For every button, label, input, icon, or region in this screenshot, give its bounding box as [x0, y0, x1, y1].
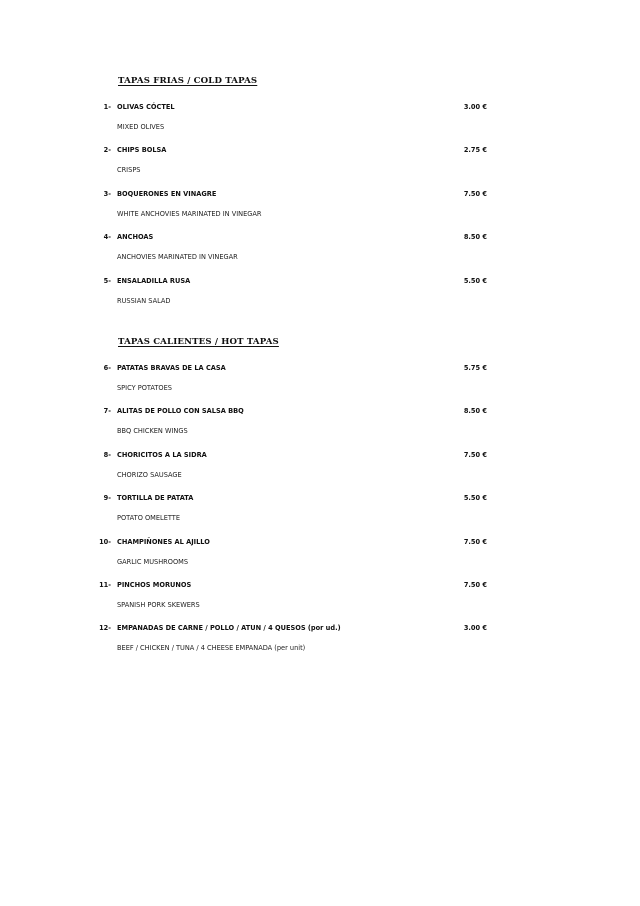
- item-price: 7.50 €: [463, 450, 487, 459]
- item-price: 5.50 €: [463, 494, 487, 503]
- item-price: 7.50 €: [463, 537, 487, 546]
- menu-item: [0, 277, 640, 320]
- item-number: 7-: [103, 407, 111, 416]
- menu-item: [0, 233, 640, 276]
- item-number: 12-: [99, 624, 111, 633]
- menu-item: [0, 624, 640, 667]
- item-description: RUSSIAN SALAD: [117, 296, 171, 305]
- item-description: CRISPS: [117, 166, 141, 175]
- item-name: BOQUERONES EN VINAGRE: [117, 189, 217, 198]
- menu-item: [0, 581, 640, 624]
- item-number: 9-: [103, 494, 111, 503]
- item-number: 8-: [103, 450, 111, 459]
- item-price: 7.50 €: [463, 189, 487, 198]
- item-number: 4-: [103, 233, 111, 242]
- menu-item: [0, 494, 640, 537]
- item-name: CHIPS BOLSA: [117, 146, 167, 155]
- item-number: 6-: [103, 364, 111, 372]
- item-price: 8.50 €: [463, 233, 487, 242]
- menu-item: [0, 103, 640, 146]
- item-description: WHITE ANCHOVIES MARINATED IN VINEGAR: [117, 209, 262, 218]
- item-name: CHORICITOS A LA SIDRA: [117, 450, 207, 459]
- item-description: SPICY POTATOES: [117, 384, 172, 392]
- menu-list: [0, 103, 640, 320]
- item-name: EMPANADAS DE CARNE / POLLO / ATUN / 4 QUESOS (por ud.): [117, 624, 341, 633]
- item-description: POTATO OMELETTE: [117, 514, 180, 523]
- item-price: 8.50 €: [463, 407, 487, 416]
- item-description: ANCHOVIES MARINATED IN VINEGAR: [117, 253, 238, 262]
- item-name: CHAMPIÑONES AL AJILLO: [117, 537, 210, 546]
- item-price: 2.75 €: [463, 146, 487, 155]
- item-price: 3.00 €: [463, 103, 487, 111]
- item-name: ALITAS DE POLLO CON SALSA BBQ: [117, 407, 244, 416]
- item-name: ENSALADILLA RUSA: [117, 276, 191, 285]
- item-description: BEEF / CHICKEN / TUNA / 4 CHEESE EMPANADA (per unit): [117, 644, 306, 653]
- item-number: 1-: [103, 103, 111, 111]
- item-price: 7.50 €: [463, 580, 487, 589]
- menu-item: [0, 407, 640, 450]
- item-price: 3.00 €: [463, 624, 487, 633]
- item-name: ANCHOAS: [117, 233, 154, 242]
- section-title: TAPAS CALIENTES / HOT TAPAS: [118, 337, 279, 347]
- menu-item: [0, 364, 640, 407]
- item-number: 11-: [99, 580, 111, 589]
- item-number: 10-: [99, 537, 111, 546]
- item-description: GARLIC MUSHROOMS: [117, 557, 189, 566]
- item-description: CHORIZO SAUSAGE: [117, 470, 182, 479]
- item-price: 5.75 €: [463, 364, 487, 372]
- item-description: SPANISH PORK SKEWERS: [117, 600, 200, 609]
- item-description: BBQ CHICKEN WINGS: [117, 427, 188, 436]
- item-name: TORTILLA DE PATATA: [117, 494, 194, 503]
- item-description: MIXED OLIVES: [117, 123, 165, 131]
- item-name: OLIVAS CÓCTEL: [117, 103, 175, 111]
- item-number: 2-: [103, 146, 111, 155]
- item-number: 3-: [103, 189, 111, 198]
- item-name: PINCHOS MORUNOS: [117, 580, 192, 589]
- menu-item: [0, 538, 640, 581]
- item-price: 5.50 €: [463, 276, 487, 285]
- menu-list: [0, 364, 640, 668]
- item-number: 5-: [103, 276, 111, 285]
- menu-item: [0, 146, 640, 189]
- menu-item: [0, 451, 640, 494]
- menu-item: [0, 190, 640, 233]
- item-name: PATATAS BRAVAS DE LA CASA: [117, 364, 226, 372]
- section-title: TAPAS FRIAS / COLD TAPAS: [118, 76, 258, 86]
